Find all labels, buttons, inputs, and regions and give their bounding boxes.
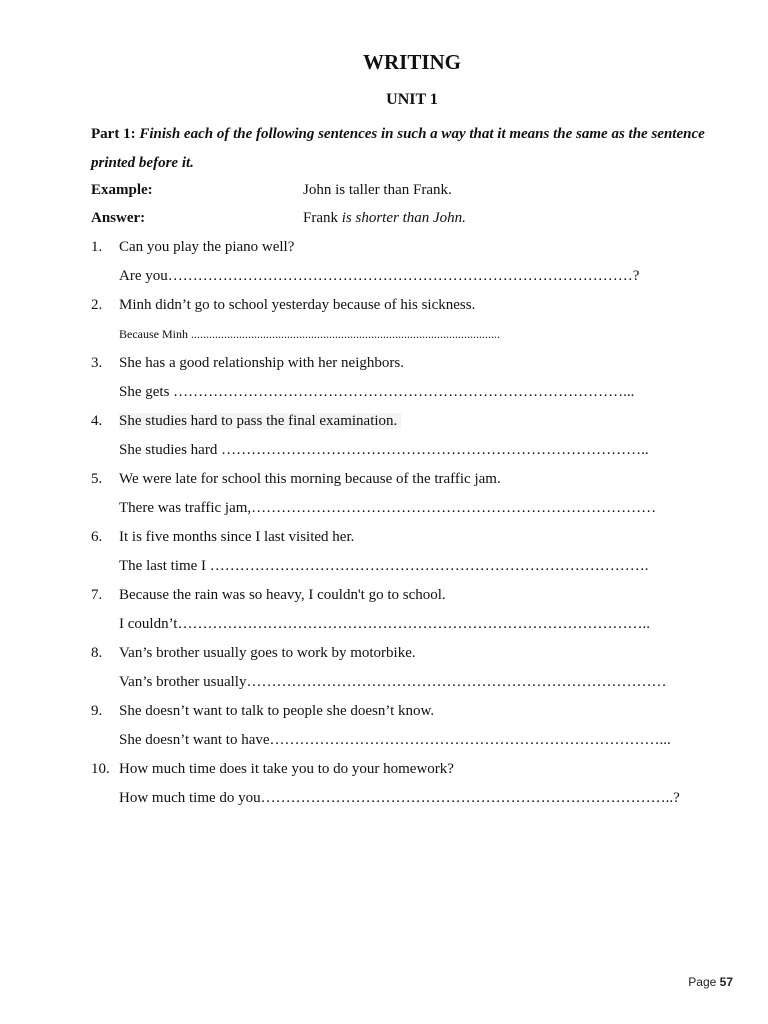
item-prompt: There was traffic jam,……………………………………………………………………… (119, 500, 657, 516)
answer-row (91, 208, 466, 228)
page-label: Page (688, 975, 720, 989)
item-number: 10. (91, 761, 110, 777)
item-prompt: She gets ………………………………………………………………………………... (119, 384, 635, 400)
page-title: WRITING (362, 50, 462, 74)
item-sentence: It is five months since I last visited her. (119, 529, 355, 545)
item-sentence: Van’s brother usually goes to work by motorbike. (119, 645, 416, 661)
part-instruction (91, 120, 711, 178)
item-prompt: Because Minh ....................................................................................................... (119, 327, 500, 341)
exercise-item (91, 527, 721, 585)
unit-heading: UNIT 1 (386, 91, 438, 108)
instruction-text: Finish each of the following sentences in such a way that it means the same as the sentence printed before it. (91, 126, 705, 171)
part-label: Part 1: (91, 126, 140, 142)
item-prompt: She studies hard ………………………………………………………………………….. (119, 442, 649, 458)
example-sentence: John is taller than Frank. (303, 182, 452, 198)
page-number (688, 975, 733, 989)
answer-italic: is shorter than John. (341, 210, 466, 226)
item-prompt: How much time do you………………………………………………………………………..? (119, 790, 680, 806)
exercise-item (91, 585, 721, 643)
item-sentence: She doesn’t want to talk to people she doesn’t know. (119, 703, 435, 719)
example-row (91, 180, 452, 200)
item-sentence: Can you play the piano well? (119, 239, 295, 255)
item-sentence: She has a good relationship with her neighbors. (119, 355, 404, 371)
item-number: 5. (91, 471, 103, 487)
exercise-item (91, 759, 721, 817)
exercise-item (91, 353, 721, 411)
item-number: 1. (91, 239, 103, 255)
item-number: 9. (91, 703, 103, 719)
exercise-item (91, 469, 721, 527)
exercise-item (91, 701, 721, 759)
exercise-list (91, 237, 721, 817)
item-sentence: Minh didn’t go to school yesterday because of his sickness. (119, 297, 476, 313)
exercise-item (91, 237, 721, 295)
item-sentence: How much time does it take you to do your homework? (119, 761, 454, 777)
example-label: Example: (91, 182, 153, 198)
item-number: 2. (91, 297, 103, 313)
item-number: 7. (91, 587, 103, 603)
answer-plain: Frank (303, 210, 342, 226)
page-number-value: 57 (719, 975, 733, 989)
item-prompt: She doesn’t want to have……………………………………………………………………... (119, 732, 671, 748)
item-prompt: The last time I ……………………………………………………………………………. (119, 558, 649, 574)
item-sentence: She studies hard to pass the final examination. (119, 413, 401, 429)
exercise-item (91, 295, 721, 353)
item-prompt: I couldn’t………………………………………………………………………………….. (119, 616, 650, 632)
item-number: 4. (91, 413, 103, 429)
item-prompt: Are you…………………………………………………………………………………? (119, 268, 640, 284)
exercise-item (91, 411, 721, 469)
item-sentence: We were late for school this morning because of the traffic jam. (119, 471, 501, 487)
exercise-item (91, 643, 721, 701)
item-prompt: Van’s brother usually………………………………………………………………………… (119, 674, 667, 690)
item-sentence: Because the rain was so heavy, I couldn't go to school. (119, 587, 446, 603)
item-number: 8. (91, 645, 103, 661)
item-number: 6. (91, 529, 103, 545)
item-number: 3. (91, 355, 103, 371)
answer-label: Answer: (91, 210, 146, 226)
